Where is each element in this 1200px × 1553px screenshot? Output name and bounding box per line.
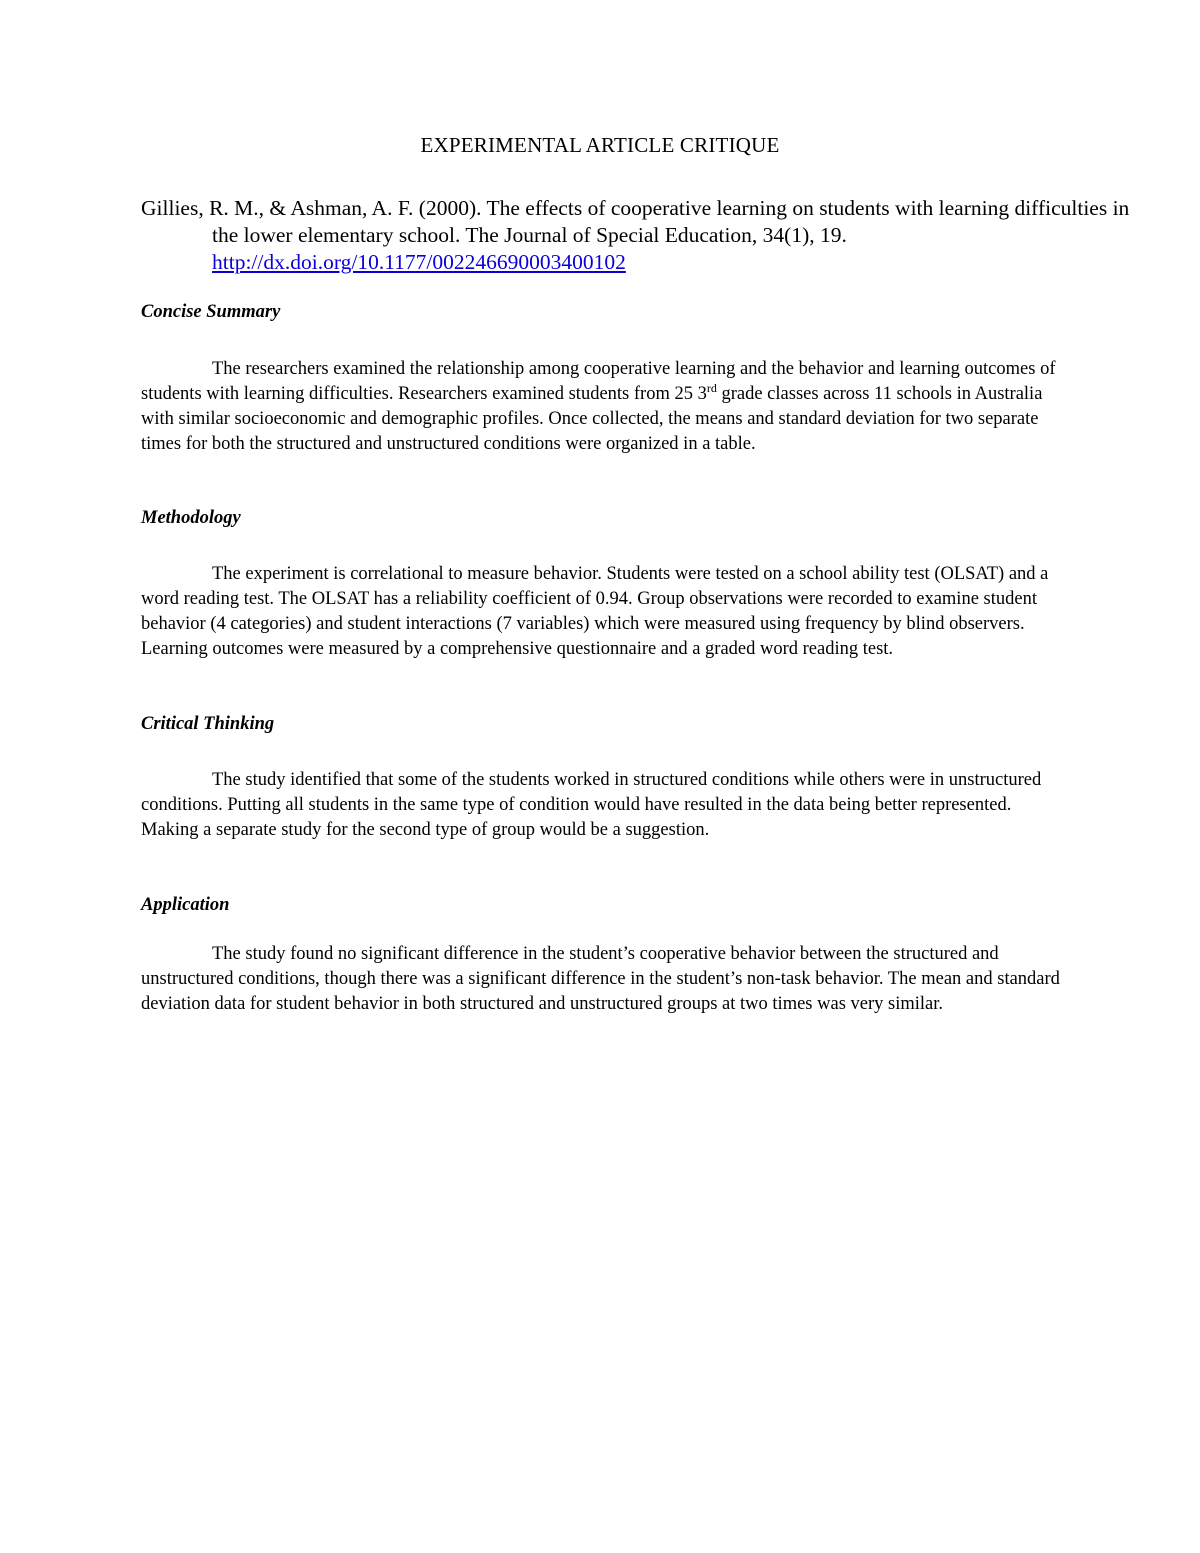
paragraph-concise-summary: [141, 357, 1066, 457]
heading-methodology: Methodology: [141, 508, 241, 528]
heading-critical-thinking: Critical Thinking: [141, 714, 275, 734]
summary-text-part2: grade classes across 11 schools in Australia with similar socioeconomic and demographic profiles. Once collected, the means and standard deviation for two separate times for both the structured and unstructured conditions were organized in a table.: [141, 384, 1043, 454]
summary-text-part1: The researchers examined the relationship among cooperative learning and the behavior and learning outcomes of students with learning difficulties. Researchers examined students from 25 3: [141, 359, 1056, 404]
paragraph-methodology: The experiment is correlational to measure behavior. Students were tested on a school ability test (OLSAT) and a word reading test. The OLSAT has a reliability coefficient of 0.94. Group observations were recorded to examine student behavior (4 categories) and student interactions (7 variables) which were measured using frequency by blind observers. Learning outcomes were measured by a comprehensive questionnaire and a graded word reading test.: [141, 564, 1049, 659]
paragraph-application: The study found no significant difference in the student’s cooperative behavior between the structured and unstructured conditions, though there was a significant difference in the student’s non-task behavior. The mean and standard deviation data for student behavior in both structured and unstructured groups at two times was very similar.: [141, 944, 1060, 1014]
heading-concise-summary: Concise Summary: [141, 302, 281, 322]
document-title: EXPERIMENTAL ARTICLE CRITIQUE: [420, 133, 780, 157]
ordinal-suffix: rd: [706, 380, 717, 395]
paragraph-critical-thinking: The study identified that some of the students worked in structured conditions while others were in unstructured conditions. Putting all students in the same type of condition would have resulted in the data being better represented. Making a separate study for the second type of group would be a suggestion.: [141, 770, 1042, 840]
doi-link[interactable]: http://dx.doi.org/10.1177/002246690003400102: [212, 250, 626, 274]
heading-application: Application: [141, 895, 230, 915]
citation: [141, 195, 1132, 276]
citation-text: Gillies, R. M., & Ashman, A. F. (2000). The effects of cooperative learning on students with learning difficulties in the lower elementary school. The Journal of Special Education, 34(1), 19.: [141, 196, 1130, 247]
